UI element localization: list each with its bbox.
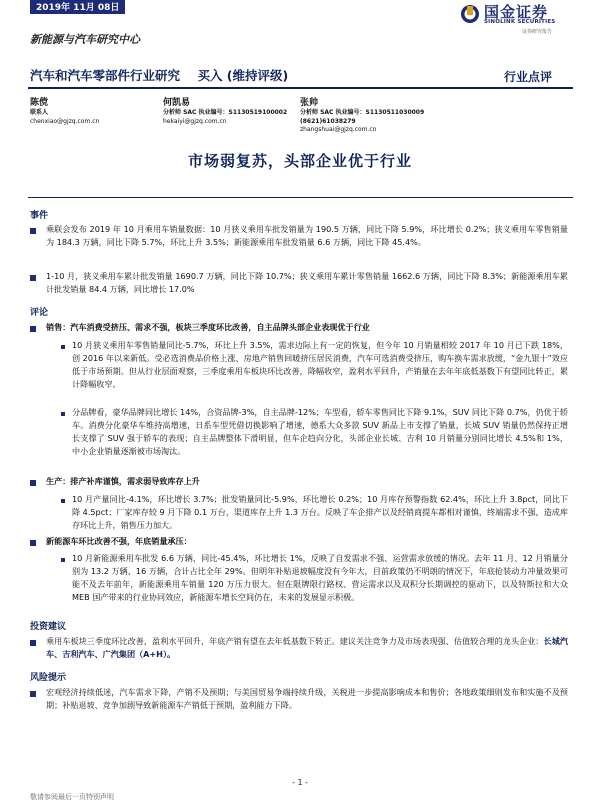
section-advice-heading: 投资建议 bbox=[30, 622, 67, 632]
section-risk-heading: 风险提示 bbox=[30, 673, 67, 683]
advice-companies: 长城汽车、吉利汽车、广汽集团（A+H）。 bbox=[46, 636, 568, 659]
report-date: 2019年 11月 08日 bbox=[30, 0, 125, 14]
bullet-small-icon bbox=[61, 499, 65, 503]
comment-nev-item-1: 10 月新能源乘用车批发 6.6 万辆，同比-45.4%，环比增长 1%，反映了自发需求不强、运营需求放缓的情况。去年 11 月、12 月销量分别为 13.2 万辆、16 万辆，合计占比全年 29%。但明年补贴退坡幅度没有今年大，目前政策仍不明朗的情况下，年底抢装动力冲量效果可能不及去年前年，新能源乘用车销量 120 万压力很大。但在限牌限行路权、营运需求以及双积分长期调控的驱动下，以及特斯拉和大众 MEB 国产带来的行业协同效应，新能源车增长空间仍在，未来的发展显示积极。 bbox=[72, 553, 568, 602]
author-cert: 分析师 SAC 执业编号：S1130511030009 bbox=[300, 109, 425, 116]
section-event-heading: 事件 bbox=[30, 211, 49, 221]
author-1 bbox=[30, 98, 99, 126]
bullet-square-icon bbox=[30, 326, 36, 332]
bullet-small-icon bbox=[61, 558, 65, 562]
logo-en: SINOLINK SECURITIES bbox=[484, 19, 556, 25]
section-comment-heading: 评论 bbox=[30, 308, 49, 318]
industry-title-line bbox=[30, 66, 288, 84]
logo-sub: 证券研究报告 bbox=[522, 29, 553, 35]
report-title: 市场弱复苏，头部企业优于行业 bbox=[187, 152, 412, 170]
bullet-square-icon bbox=[30, 691, 36, 697]
author-name: 陈傥 bbox=[30, 98, 49, 108]
bullet-square-icon bbox=[30, 480, 36, 486]
bullet-square-icon bbox=[30, 228, 36, 234]
comment-heading-sales: 销售：汽车消费受挤压、需求不强，板块三季度环比改善，自主品牌头部企业表现优于行业 bbox=[46, 322, 370, 332]
footer-note: 敬请参阅最后一页特别声明 bbox=[30, 793, 114, 801]
bullet-small-icon bbox=[61, 412, 65, 416]
logo-cn: 国金证券 bbox=[484, 3, 549, 21]
doc-type: 行业点评 bbox=[504, 70, 553, 84]
event-paragraph-2: 1-10 月，狭义乘用车累计批发销量 1690.7 万辆，同比下降 10.7%；狭义乘用车累计零售销量 1662.6 万辆，同比下降 8.3%；新能源乘用车累计批发销量 84.4 万辆，同比增长 17.0% bbox=[46, 271, 568, 294]
company-logo bbox=[460, 2, 580, 40]
author-name: 何凯易 bbox=[163, 98, 191, 108]
event-paragraph-1: 乘联会发布 2019 年 10 月乘用车销量数据：10 月狭义乘用车批发销量为 190.5 万辆，同比下降 5.9%，环比增长 0.2%；狭义乘用车零售销量为 184.3 万辆，同比下降 5.7%，环比上升 3.5%；新能源乘用车批发销量 6.6 万辆，同比下降 45.4%。 bbox=[46, 224, 568, 247]
author-phone: (8621)61038279 bbox=[300, 117, 356, 125]
page-number: - 1 - bbox=[292, 778, 308, 787]
advice-paragraph bbox=[46, 635, 568, 661]
advice-text: 乘用车板块三季度环比改善，盈利水平回升，年底产销有望在去年低基数下转正。建议关注竞争力及市场表现强、估值较合理的龙头企业： bbox=[46, 636, 544, 646]
industry-title: 汽车和汽车零部件行业研究 bbox=[30, 68, 181, 83]
risk-paragraph: 宏观经济持续低迷，汽车需求下降，产销不及预期；与美国贸易争端持续升级，关税进一步提高影响成本和售价；各地政策细则发布和实施不及预期；补贴退坡、竞争加剧导致新能源车产销低于预期，盈利能力下降。 bbox=[46, 687, 568, 710]
author-cert: 分析师 SAC 执业编号：S1130519100002 bbox=[163, 109, 288, 116]
title-divider bbox=[28, 197, 573, 198]
bullet-small-icon bbox=[61, 345, 65, 349]
research-center: 新能源与汽车研究中心 bbox=[30, 33, 140, 46]
author-email: hekaiyi@gjzq.com.cn bbox=[163, 117, 227, 125]
author-email: zhangshuai@gjzq.com.cn bbox=[300, 126, 377, 133]
comment-production-item-1: 10 月产量同比-4.1%，环比增长 3.7%；批发销量同比-5.9%，环比增长 0.2%；10 月库存预警指数 62.4%，环比上升 3.8pct，同比下降 4.5pct；厂家库存较 9 月下降 0.1 万台，渠道库存上升 1.3 万台。反映了车企排产以及经销商提车都相对谨慎，终端需求不强，造成库存环比上升，销售压力加大。 bbox=[72, 494, 568, 530]
comment-heading-production: 生产：排产补库谨慎，需求弱导致库存上升 bbox=[46, 476, 200, 486]
author-name: 张帅 bbox=[300, 98, 319, 108]
logo-mark-icon bbox=[460, 4, 480, 24]
author-2 bbox=[163, 98, 287, 126]
comment-sales-item-1: 10 月狭义乘用车零售销量同比-5.7%，环比上升 3.5%，需求边际上有一定的恢复，但今年 10 月销量相较 2017 年 10 月已下跌 18%，创 2016 年以来新低。受必选消费品价格上涨、房地产销售回暖挤压居民消费，汽车可选消费受挤压，购车换车需求放缓，“金九银十”效应低于市场预期。但从行业层面观察，三季度乘用车板块环比改善，降幅收窄，盈利水平回升，产销量在去年年底低基数下有望同比转正，累计降幅收窄。 bbox=[72, 340, 568, 389]
header-divider bbox=[28, 87, 573, 89]
author-3 bbox=[300, 98, 424, 135]
comment-heading-nev: 新能源车环比改善不强，年底销量承压： bbox=[46, 536, 192, 546]
author-role: 联系人 bbox=[30, 109, 49, 116]
rating: 买入 (维持评级) bbox=[197, 68, 289, 83]
bullet-square-icon bbox=[30, 540, 36, 546]
author-email: chenxiao@gjzq.com.cn bbox=[30, 117, 100, 125]
bullet-square-icon bbox=[30, 275, 36, 281]
comment-sales-item-2: 分品牌看，豪华品牌同比增长 14%，合资品牌-3%，自主品牌-12%；车型看，轿车零售同比下降 9.1%，SUV 同比下降 0.7%，仍优于轿车。消费分化豪华车维持高增速，日系车型凭借切换影响了增速，德系大众多款 SUV 新品上市支撑了销量，长城 SUV 销量仍然保持正增长支撑了 SUV 强于轿车的表现；自主品牌整体下滑明显，但车企趋向分化，头部企业长城、吉利 10 月销量分别同比增长 4.5%和 1%，中小企业销量逐渐被市场淘汰。 bbox=[72, 407, 568, 456]
bullet-square-icon bbox=[30, 640, 36, 646]
